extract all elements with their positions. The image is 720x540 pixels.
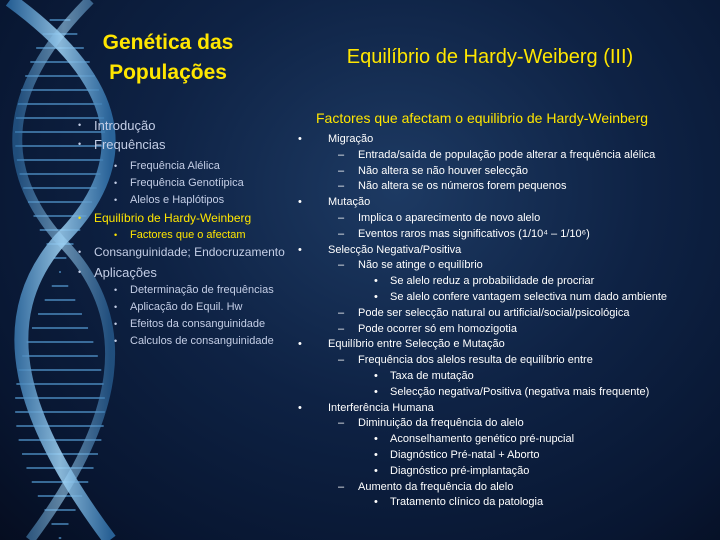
bullet-icon: • (298, 133, 302, 145)
slide-subtitle: Factores que afectam o equilibrio de Hardy-Weinberg (316, 110, 649, 126)
outline-item-text: Pode ser selecção natural ou artificial/social/psicológica (358, 306, 630, 319)
outline-item-text: Eventos raros mas significativos (1/10⁴ – 1/10⁶) (358, 227, 590, 240)
bullet-icon: • (298, 243, 302, 256)
bullet-icon: • (374, 433, 378, 446)
outline-item-text: Diagnóstico pré-implantação (390, 464, 530, 477)
outline-item-level2 (296, 290, 716, 306)
menu-item-label: Efeitos da consanguinidade (130, 318, 266, 330)
outline-item-text: Selecção negativa/Positiva (negativa mais frequente) (390, 385, 650, 398)
menu-item[interactable] (78, 282, 308, 299)
outline-item-level1 (296, 353, 716, 369)
bullet-icon: • (78, 139, 82, 149)
bullet-icon: • (114, 336, 118, 346)
menu-item[interactable] (78, 263, 308, 282)
outline-item-text: Não se atinge o equilíbrio (358, 259, 483, 272)
dash-icon: – (338, 164, 345, 177)
outline-item-text: Frequência dos alelos resulta de equilíbrio entre (358, 354, 593, 367)
outline-item-level0 (296, 195, 716, 211)
outline-item-level1 (296, 322, 716, 338)
outline-item-text: Implica o aparecimento de novo alelo (358, 211, 541, 224)
bullet-icon: • (114, 285, 118, 295)
menu-item[interactable] (78, 316, 308, 333)
outline-item-level1 (296, 211, 716, 227)
outline-item-text: Interferência Humana (328, 401, 434, 414)
menu-item-label: Aplicação do Equil. Hw (130, 301, 243, 313)
bullet-icon: • (78, 247, 82, 257)
bullet-icon: • (114, 319, 118, 329)
menu-item-label: Frequência Alélica (130, 160, 220, 172)
outline-item-level2 (296, 385, 716, 401)
dash-icon: – (338, 259, 345, 272)
outline-item-level2 (296, 495, 716, 511)
bullet-icon: • (374, 275, 378, 288)
outline-item-level2 (296, 464, 716, 480)
dash-icon: – (338, 180, 345, 193)
bullet-icon: • (114, 195, 118, 205)
menu-item[interactable] (78, 333, 308, 350)
outline-item-level1 (296, 480, 716, 496)
outline-item-text: Diagnóstico Pré-natal + Aborto (390, 448, 540, 461)
dash-icon: – (338, 211, 345, 224)
bullet-icon: • (298, 338, 302, 351)
section-title-line1: Genética das (102, 31, 234, 54)
menu-item[interactable] (78, 227, 308, 244)
dash-icon: – (338, 417, 345, 430)
outline-item-level0 (296, 132, 716, 148)
outline-item-text: Se alelo confere vantagem selectiva num dado ambiente (390, 290, 668, 303)
menu-item[interactable] (78, 244, 308, 261)
bullet-icon: • (298, 401, 302, 414)
outline-item-level1 (296, 148, 716, 164)
outline-item-level1 (296, 416, 716, 432)
dash-icon: – (338, 354, 345, 367)
outline-item-level1 (296, 258, 716, 274)
dash-icon: – (338, 227, 345, 240)
outline-item-level1 (296, 227, 716, 243)
outline-item-text: Tratamento clínico da patologia (390, 496, 544, 509)
outline-item-text: Taxa de mutação (390, 369, 474, 382)
menu-item-label: Introdução (94, 118, 156, 133)
bullet-icon: • (374, 464, 378, 477)
menu-item[interactable] (78, 209, 308, 227)
menu-item[interactable] (78, 192, 308, 209)
outline-item-text: Selecção Negativa/Positiva (328, 243, 462, 256)
outline-item-text: Mutação (328, 196, 371, 209)
menu-item-label: Frequências (94, 137, 166, 152)
outline-item-level1 (296, 306, 716, 322)
bullet-icon: • (374, 496, 378, 509)
menu-item-label: Frequência Genotíipica (130, 177, 244, 189)
menu-item-label: Consanguinidade; Endocruzamento (94, 245, 285, 259)
outline-item-text: Equilíbrio entre Selecção e Mutação (328, 338, 505, 351)
outline-item-level0 (296, 337, 716, 353)
menu-item[interactable] (78, 135, 308, 154)
bullet-icon: • (114, 178, 118, 188)
bullet-icon: • (78, 120, 82, 130)
outline-item-text: Aconselhamento genético pré-nupcial (390, 433, 575, 446)
bullet-icon: • (78, 213, 82, 223)
menu-item-label: Aplicações (94, 265, 157, 280)
section-title-line2: Populações (109, 61, 227, 84)
outline-item-text: Se alelo reduz a probabilidade de procriar (390, 275, 595, 288)
menu-item[interactable] (78, 175, 308, 192)
outline-item-level0 (296, 243, 716, 259)
dash-icon: – (338, 306, 345, 319)
bullet-icon: • (114, 302, 118, 312)
content-outline (296, 132, 716, 511)
dash-icon: – (338, 480, 345, 493)
outline-item-text: Não altera se não houver selecção (358, 164, 528, 177)
outline-item-text: Pode ocorrer só em homozigotia (358, 322, 517, 335)
menu-item[interactable] (78, 116, 308, 135)
bullet-icon: • (298, 196, 302, 209)
outline-item-text: Não altera se os números forem pequenos (358, 180, 567, 193)
menu-item[interactable] (78, 158, 308, 175)
outline-item-level1 (296, 179, 716, 195)
bullet-icon: • (374, 290, 378, 303)
outline-item-text: Entrada/saída de população pode alterar a frequência alélica (358, 148, 656, 161)
section-menu (78, 116, 308, 350)
outline-item-level1 (296, 164, 716, 180)
outline-item-level2 (296, 432, 716, 448)
bullet-icon: • (78, 267, 82, 277)
menu-item-label: Equilíbrio de Hardy-Weinberg (94, 211, 252, 225)
section-title (88, 28, 248, 88)
outline-item-level2 (296, 369, 716, 385)
outline-item-level2 (296, 274, 716, 290)
bullet-icon: • (114, 161, 118, 171)
bullet-icon: • (114, 230, 118, 240)
dash-icon: – (338, 148, 345, 161)
outline-item-text: Aumento da frequência do alelo (358, 480, 514, 493)
outline-item-level2 (296, 448, 716, 464)
bullet-icon: • (374, 448, 378, 461)
menu-item-label: Determinação de frequências (130, 284, 274, 296)
menu-item-label: Calculos de consanguinidade (130, 335, 274, 347)
menu-item-label: Factores que o afectam (130, 229, 246, 241)
dash-icon: – (338, 322, 345, 335)
bullet-icon: • (374, 385, 378, 398)
bullet-icon: • (374, 369, 378, 382)
outline-item-text: Migração (328, 133, 374, 145)
slide-title: Equilíbrio de Hardy-Weiberg (III) (346, 46, 634, 68)
menu-item-label: Alelos e Haplótipos (130, 194, 225, 206)
outline-item-level0 (296, 401, 716, 417)
outline-item-text: Diminuição da frequência do alelo (358, 417, 524, 430)
menu-item[interactable] (78, 299, 308, 316)
